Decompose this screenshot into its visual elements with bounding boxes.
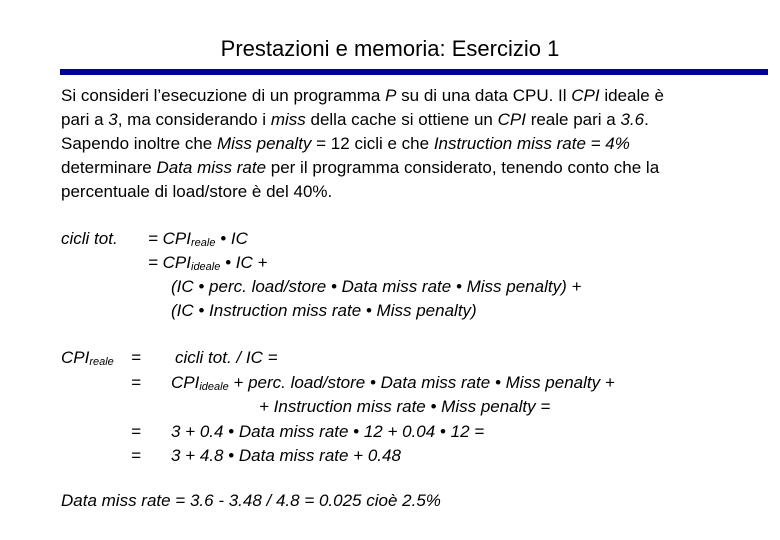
- problem-line-4: determinare Data miss rate per il programma considerato, tenendo conto che la: [61, 158, 660, 177]
- cpi-step-1: cicli tot. / IC =: [175, 348, 278, 367]
- equals-sign: =: [131, 446, 141, 465]
- cpi-step-3: + Instruction miss rate • Miss penalty =: [259, 397, 551, 416]
- cicli-eq-row-4: (IC • Instruction miss rate • Miss penalty): [171, 301, 477, 320]
- equals-sign: =: [131, 373, 141, 392]
- equals-sign: =: [131, 348, 141, 367]
- slide-title: Prestazioni e memoria: Esercizio 1: [220, 36, 560, 61]
- cpi-reale-label: $CPI_{reale}$: [61, 348, 114, 368]
- cicli-tot-label: cicli tot.: [61, 229, 118, 248]
- cpi-step-4: 3 + 0.4 • Data miss rate • 12 + 0.04 • 12 =: [171, 422, 485, 441]
- cpi-step-5: 3 + 4.8 • Data miss rate + 0.48: [171, 446, 401, 465]
- problem-line-1: Si consideri l’esecuzione di un programma P su di una data CPU. Il CPI ideale è: [61, 86, 664, 105]
- problem-line-2: pari a 3, ma considerando i miss della cache si ottiene un CPI reale pari a 3.6.: [61, 110, 649, 129]
- cicli-eq-row-3: (IC • perc. load/store • Data miss rate • Miss penalty) +: [171, 277, 582, 296]
- problem-statement: [61, 84, 773, 204]
- problem-line-5: percentuale di load/store è del 40%.: [61, 182, 333, 201]
- cicli-eq-row-1: = $CPI_{reale}$ • IC: [148, 229, 248, 249]
- equals-sign: =: [131, 422, 141, 441]
- final-result: Data miss rate = 3.6 - 3.48 / 4.8 = 0.025 cioè 2.5%: [61, 491, 441, 510]
- cicli-eq-row-2: = $CPI_{ideale}$ • IC +: [148, 253, 268, 273]
- cpi-step-2: $CPI_{ideale}$ + perc. load/store • Data miss rate • Miss penalty +: [171, 373, 615, 393]
- title-underline: [60, 69, 768, 75]
- problem-line-3: Sapendo inoltre che Miss penalty = 12 cicli e che Instruction miss rate = 4%: [61, 134, 630, 153]
